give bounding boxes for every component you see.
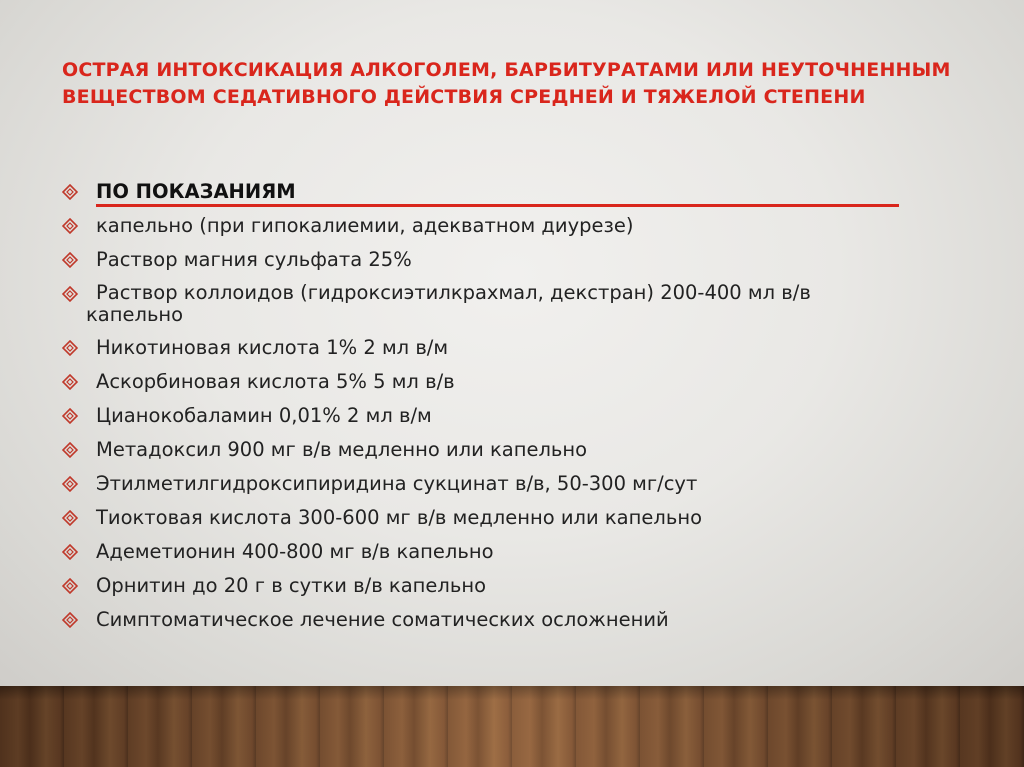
diamond-bullet-icon <box>62 408 78 424</box>
list-item-text: Симптоматическое лечение соматических осложнений <box>96 608 669 631</box>
list-item-text: Адеметионин 400-800 мг в/в капельно <box>96 540 494 563</box>
list-item-text: Тиоктовая кислота 300-600 мг в/в медленно или капельно <box>96 506 703 529</box>
slide-title-line-2: ВЕЩЕСТВОМ СЕДАТИВНОГО ДЕЙСТВИЯ СРЕДНЕЙ И ТЯЖЕЛОЙ СТЕПЕНИ <box>62 86 866 108</box>
list-item-text: Орнитин до 20 г в сутки в/в капельно <box>96 574 487 597</box>
diamond-bullet-icon <box>62 218 78 234</box>
list-item <box>62 540 962 564</box>
list-item-text: Метадоксил 900 мг в/в медленно или капельно <box>96 438 588 461</box>
list-heading: ПО ПОКАЗАНИЯМ <box>96 180 296 203</box>
list-item-text: Раствор коллоидов (гидроксиэтилкрахмал, декстран) 200-400 мл в/в <box>96 281 811 304</box>
list-item-text: Никотиновая кислота 1% 2 мл в/м <box>96 336 449 359</box>
diamond-bullet-icon <box>62 510 78 526</box>
diamond-bullet-icon <box>62 476 78 492</box>
list-item-text: Аскорбиновая кислота 5% 5 мл в/в <box>96 370 455 393</box>
slide-title-line-1: ОСТРАЯ ИНТОКСИКАЦИЯ АЛКОГОЛЕМ, БАРБИТУРАТАМИ ИЛИ НЕУТОЧНЕННЫМ <box>62 59 951 81</box>
diamond-bullet-icon <box>62 184 78 200</box>
list-item <box>62 248 962 272</box>
treatment-list <box>62 180 962 642</box>
list-item <box>62 370 962 394</box>
list-item <box>62 506 962 530</box>
diamond-bullet-icon <box>62 544 78 560</box>
floor-shading <box>0 686 1024 767</box>
list-item <box>62 608 962 632</box>
list-item-text: Цианокобаламин 0,01% 2 мл в/м <box>96 404 432 427</box>
diamond-bullet-icon <box>62 578 78 594</box>
diamond-bullet-icon <box>62 252 78 268</box>
list-item <box>62 472 962 496</box>
list-item <box>62 214 962 238</box>
list-item <box>62 574 962 598</box>
list-heading-item <box>62 180 962 204</box>
list-item <box>62 336 962 360</box>
diamond-bullet-icon <box>62 442 78 458</box>
list-item-text: Раствор магния сульфата 25% <box>96 248 412 271</box>
diamond-bullet-icon <box>62 612 78 628</box>
diamond-bullet-icon <box>62 374 78 390</box>
list-item <box>62 282 962 326</box>
diamond-bullet-icon <box>62 340 78 356</box>
list-item-text-continuation: капельно <box>86 303 184 326</box>
slide-title <box>62 57 982 111</box>
list-item-text: Этилметилгидроксипиридина сукцинат в/в, 50-300 мг/сут <box>96 472 698 495</box>
list-item <box>62 404 962 428</box>
list-item <box>62 438 962 462</box>
diamond-bullet-icon <box>62 286 78 302</box>
list-item-text: капельно (при гипокалиемии, адекватном диурезе) <box>96 214 634 237</box>
